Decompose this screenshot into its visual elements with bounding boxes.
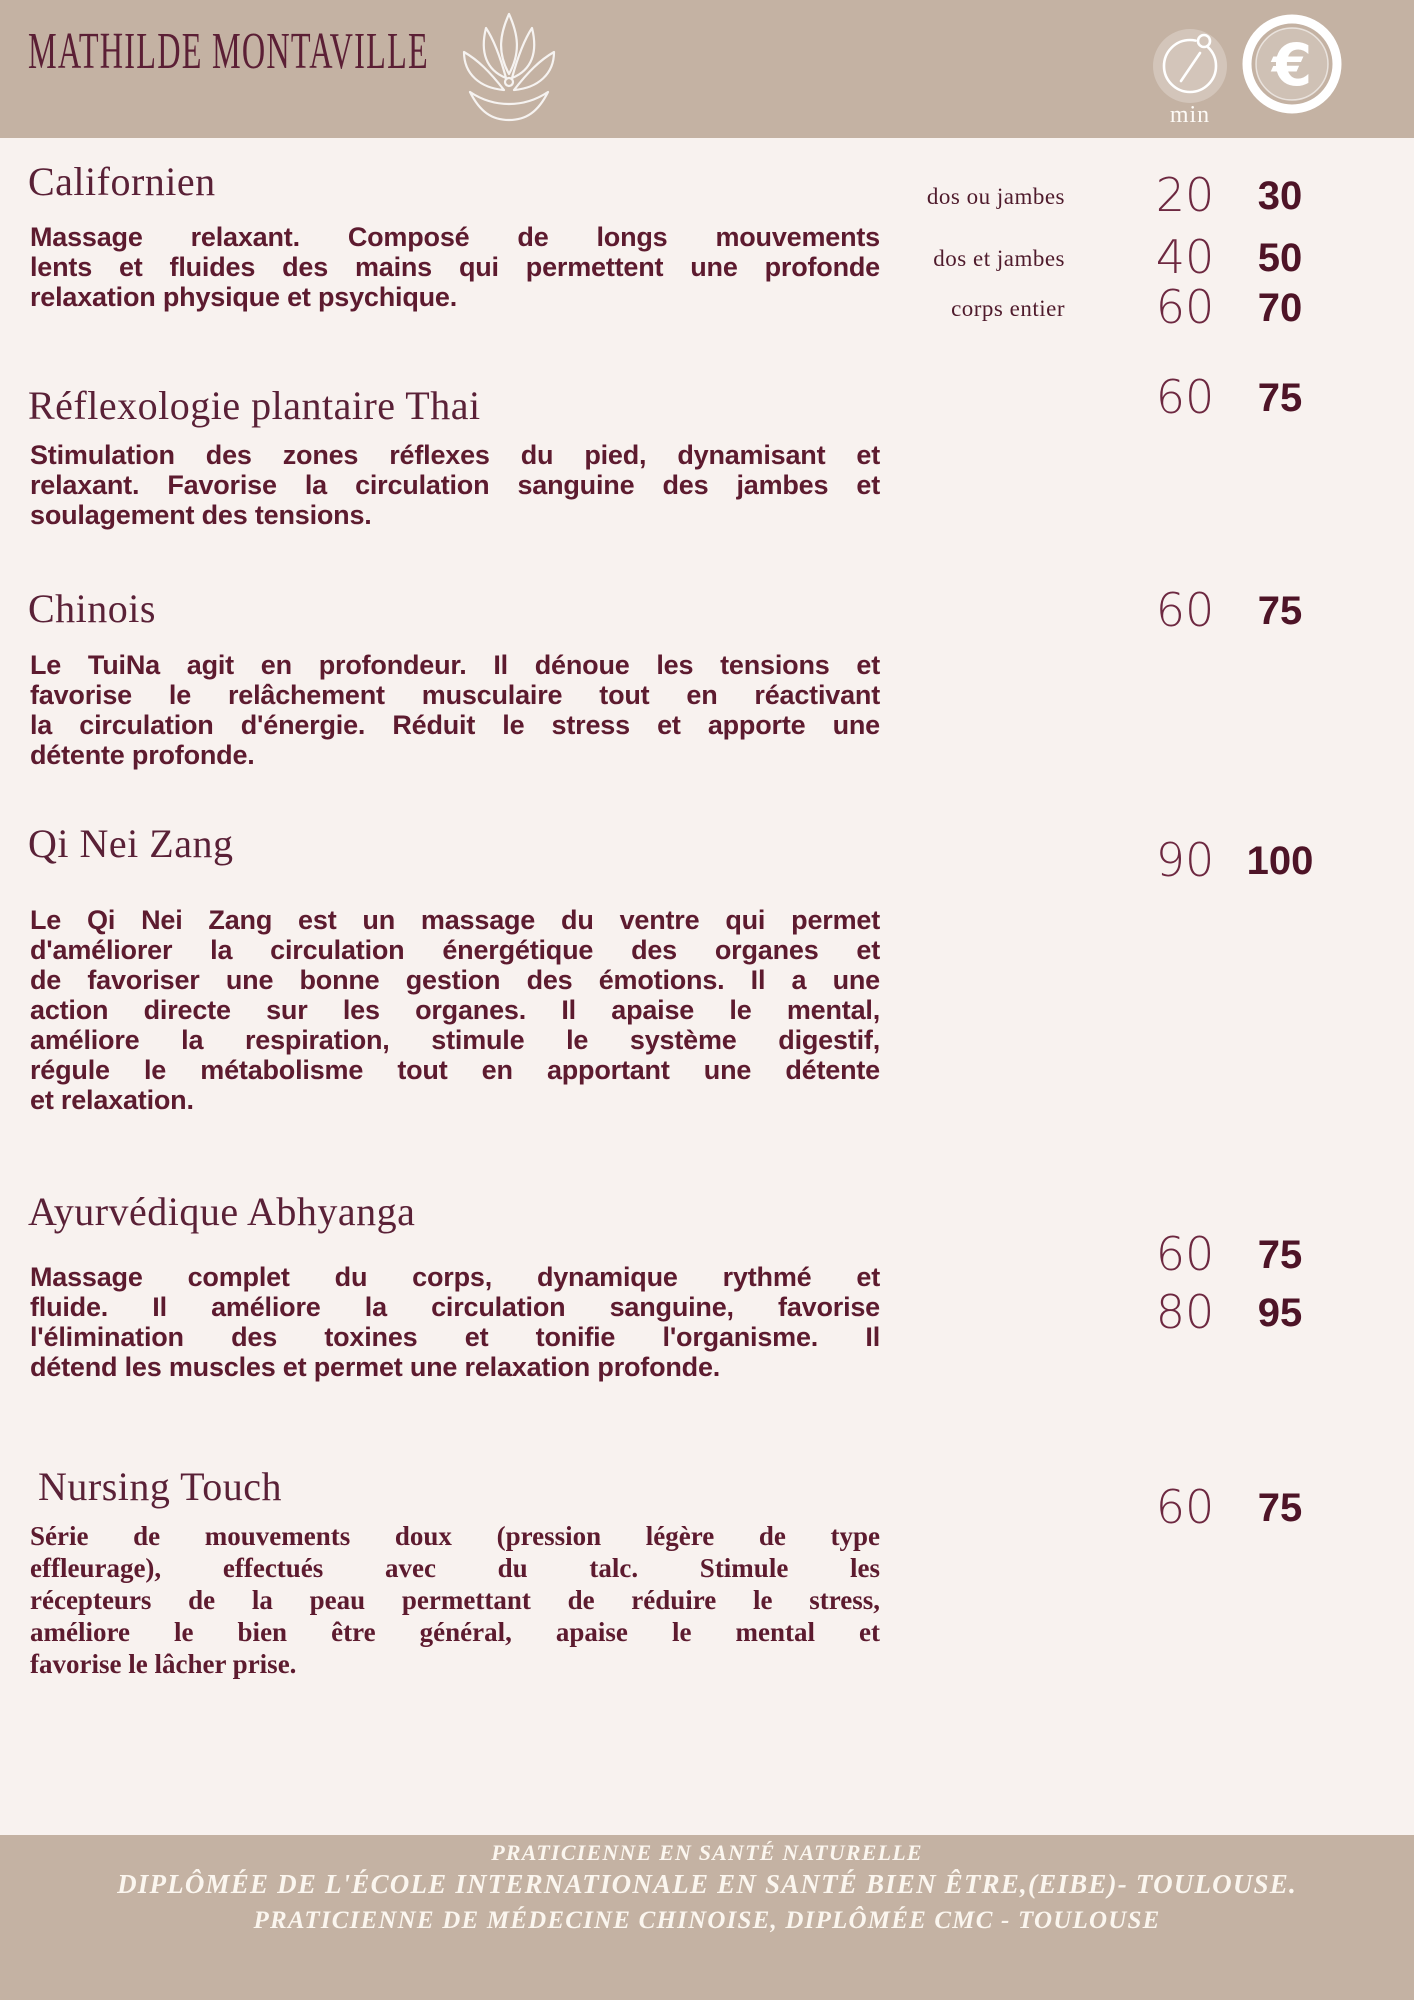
section-description [30,1520,880,1680]
footer-credential-line: DIPLÔMÉE DE L'ÉCOLE INTERNATIONALE EN SANTÉ BIEN ÊTRE,(EIBE)- TOULOUSE. [117,1869,1297,1899]
duration-minutes: 60 [1155,1227,1215,1281]
description-line: améliore la respiration, stimule le système digestif, [30,1025,880,1055]
lotus-icon [450,8,568,126]
price-euros: 75 [1257,589,1303,633]
description-line: Le Qi Nei Zang est un massage du ventre qui permet [30,905,880,935]
price-row-label: corps entier [951,296,1065,321]
description-line: action directe sur les organes. Il apaise le mental, [30,995,880,1025]
section-description [30,650,880,770]
description-line: l'élimination des toxines et tonifie l'organisme. Il [30,1322,880,1352]
description-line: favorise le lâcher prise. [30,1649,297,1679]
description-line: récepteurs de la peau permettant de réduire le stress, [30,1585,880,1615]
description-line: Série de mouvements doux (pression légère de type [30,1521,880,1551]
duration-minutes: 60 [1155,583,1215,637]
price-row [0,583,1414,637]
description-line: détend les muscles et permet une relaxation profonde. [30,1352,721,1382]
description-line: soulagement des tensions. [30,500,372,530]
duration-minutes: 20 [1155,168,1215,222]
description-line: Massage relaxant. Composé de longs mouvements [30,222,880,252]
section-title: Réflexologie plantaire Thai [28,383,481,428]
description-line: favorise le relâchement musculaire tout en réactivant [30,680,880,710]
section-description [30,440,880,530]
duration-minutes: 80 [1155,1285,1215,1339]
duration-unit-label: min [1169,102,1211,128]
header-band [0,0,1414,138]
duration-minutes: 60 [1155,280,1215,334]
price-row [0,168,1414,222]
description-line: détente profonde. [30,740,255,770]
price-euros: 95 [1257,1291,1303,1335]
description-line: améliore le bien être général, apaise le mental et [30,1617,880,1647]
svg-text:€: € [1271,31,1313,99]
description-line: relaxation physique et psychique. [30,282,458,312]
description-line: effleurage), effectués avec du talc. Stimule les [30,1553,880,1583]
price-row [0,280,1414,334]
price-row [0,1480,1414,1534]
price-euros: 75 [1257,1486,1303,1530]
description-line: régule le métabolisme tout en apportant une détente [30,1055,880,1085]
price-row [0,833,1414,887]
euro-coin-icon [1240,12,1344,116]
price-euros: 75 [1257,376,1303,420]
section-title: Chinois [28,586,156,631]
section-title: Qi Nei Zang [28,821,234,866]
description-line: lents et fluides des mains qui permettent une profonde [30,252,880,282]
price-row [0,370,1414,424]
duration-minutes: 40 [1155,230,1215,284]
price-row [0,1227,1414,1281]
description-line: Stimulation des zones réflexes du pied, dynamisant et [30,440,880,470]
section-title: Nursing Touch [38,1464,283,1509]
price-euros: 75 [1257,1233,1303,1277]
description-line: la circulation d'énergie. Réduit le stress et apporte une [30,710,880,740]
price-euros: 70 [1257,286,1303,330]
price-row-label: dos et jambes [933,246,1065,271]
price-euros: 100 [1246,839,1314,883]
description-line: fluide. Il améliore la circulation sanguine, favorise [30,1292,880,1322]
duration-minutes: 90 [1155,833,1215,887]
section-title: Californien [28,159,216,204]
section-title: Ayurvédique Abhyanga [28,1189,416,1234]
price-euros: 30 [1257,174,1303,218]
description-line: et relaxation. [30,1085,194,1115]
section-description [30,905,880,1115]
description-line: Massage complet du corps, dynamique rythmé et [30,1262,880,1292]
footer-credential-line: PRATICIENNE EN SANTÉ NATURELLE [491,1840,923,1865]
price-row [0,230,1414,284]
duration-minutes: 60 [1155,370,1215,424]
footer-band [0,1835,1414,2000]
description-line: de favoriser une bonne gestion des émotions. Il a une [30,965,880,995]
description-line: Le TuiNa agit en profondeur. Il dénoue les tensions et [30,650,880,680]
footer-credential-line: PRATICIENNE DE MÉDECINE CHINOISE, DIPLÔMÉE CMC - TOULOUSE [253,1907,1161,1934]
price-row-label: dos ou jambes [926,184,1065,209]
brand-title: MATHILDE MONTAVILLE [28,23,429,80]
description-line: relaxant. Favorise la circulation sanguine des jambes et [30,470,880,500]
stopwatch-icon [1150,24,1230,104]
description-line: d'améliorer la circulation énergétique des organes et [30,935,880,965]
duration-minutes: 60 [1155,1480,1215,1534]
price-euros: 50 [1257,236,1303,280]
